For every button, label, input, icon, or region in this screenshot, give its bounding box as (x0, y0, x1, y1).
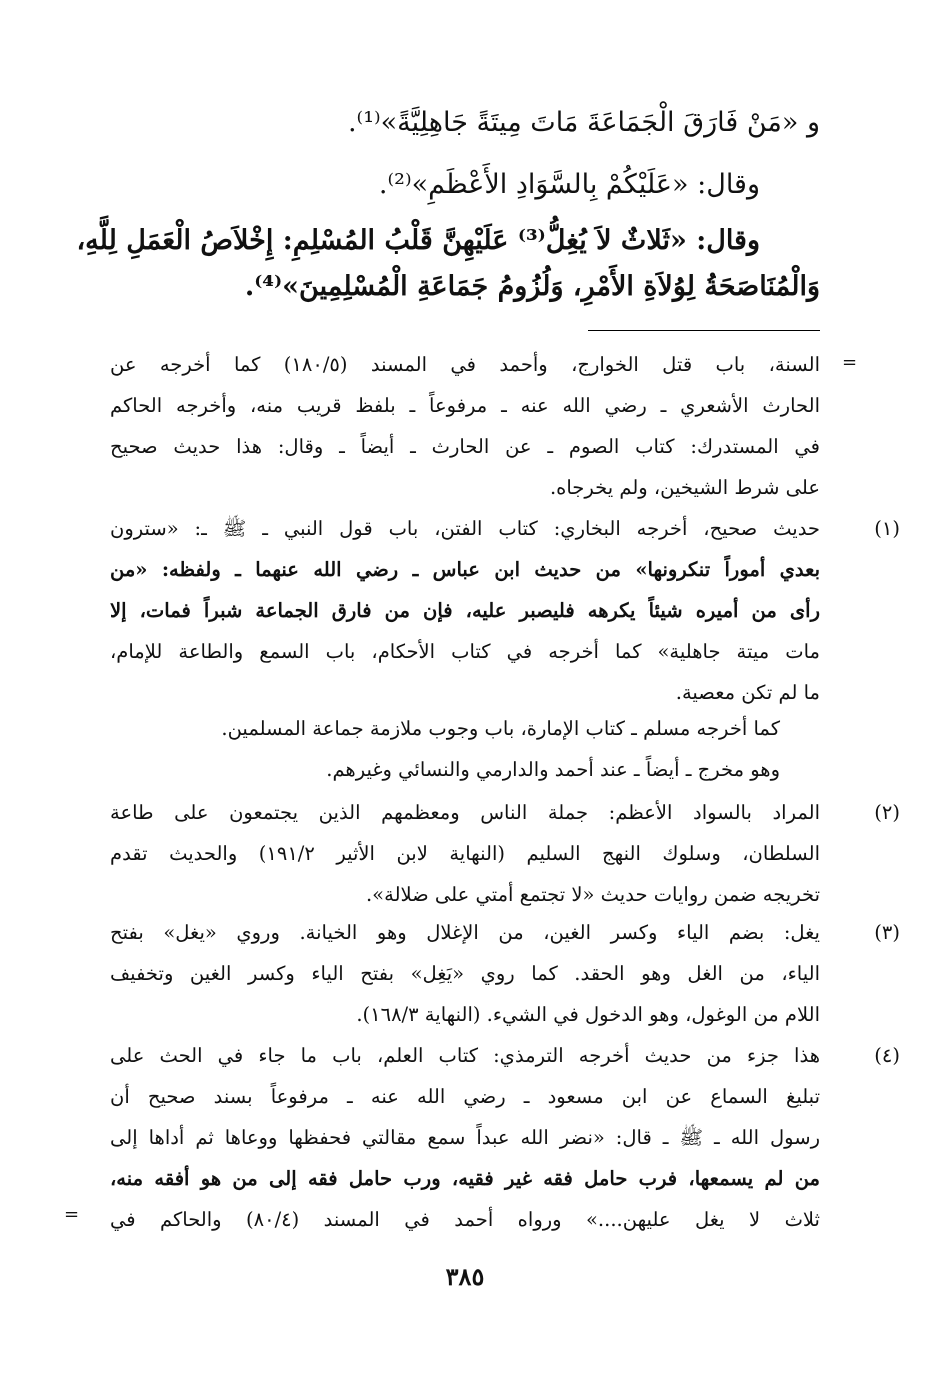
footnote-continuation (110, 344, 820, 508)
footnote-line: من لم يسمعها، فرب حامل فقه غير فقيه، ورب حامل فقه إلى من هو أفقه منه، (110, 1167, 820, 1190)
footnote-number: (٤) (874, 1044, 900, 1067)
hadith-line: وقال: «عَلَيْكُمْ بِالسَّوَادِ الأَعْظَمِ»⁽²⁾. (378, 169, 760, 200)
page-number: ٣٨٥ (445, 1262, 485, 1291)
main-text-line-2 (40, 162, 760, 208)
footnote-line: تبليغ السماع عن ابن مسعود ـ رضي الله عنه ـ مرفوعاً بسند صحيح أن (110, 1085, 820, 1108)
footnote-line: بعدي أموراً تنكرونها» من حديث ابن عباس ـ رضي الله عنهما ـ ولفظه: «من (110, 558, 820, 581)
footnote-line: في المستدرك: كتاب الصوم ـ عن الحارث ـ أيضاً ـ وقال: هذا حديث صحيح (110, 435, 820, 458)
hadith-line: و «مَنْ فَارَقَ الْجَمَاعَةَ مَاتَ مِيتَةً جَاهِلِيَّةً»⁽¹⁾. (347, 107, 820, 138)
footnote-line: حديث صحيح، أخرجه البخاري: كتاب الفتن، باب قول النبي ـ ﷺ ـ: «سترون (110, 517, 820, 540)
footnote-line: كما أخرجه مسلم ـ كتاب الإمارة، باب وجوب ملازمة جماعة المسلمين. (221, 717, 780, 740)
footnote-line: يغل: بضم الياء وكسر الغين، من الإغلال وهو الخيانة. وروي «يغل» بفتح (110, 921, 820, 944)
footnote-number: (٢) (874, 801, 900, 824)
footnote-line: رسول الله ـ ﷺ ـ قال: «نضر الله عبداً سمع مقالتي فحفظها ووعاها ثم أداها إلى (110, 1126, 820, 1149)
continuation-marker: = (842, 352, 858, 373)
footnote-line: على شرط الشيخين، ولم يخرجاه. (549, 476, 820, 499)
footnote-number: (٣) (874, 921, 900, 944)
footnote-line: اللام من الوغول، وهو الدخول في الشيء. (النهاية ١٦٨/٣). (356, 1003, 820, 1026)
footnote-line: تخريجه ضمن روايات حديث «لا تجتمع أمتي على ضلالة». (365, 883, 820, 906)
footnote-3 (110, 912, 900, 1035)
footnote-line: الحارث الأشعري ـ رضي الله عنه ـ مرفوعاً ـ بلفظ قريب منه، وأخرجه الحاكم (110, 394, 820, 417)
footnote-line: المراد بالسواد الأعظم: جملة الناس ومعظمهم الذين يجتمعون على طاعة (110, 801, 820, 824)
hadith-line: وقال: «ثَلاثٌ لاَ يُغِلُّ⁽³⁾ عَلَيْهِنَّ قَلْبُ المُسْلِمِ: إِخْلاَصُ الْعَمَلِ لِلَّهِ، (76, 225, 760, 256)
footnote-line: وهو مخرج ـ أيضاً ـ عند أحمد والدارمي والنسائي وغيرهم. (326, 758, 780, 781)
footnote-number: (١) (874, 517, 900, 540)
main-text-line-3 (76, 218, 820, 310)
hadith-line: وَالْمُنَاصَحَةُ لِوُلاَةِ الأَمْرِ، وَلُزُومُ جَمَاعَةِ الْمُسْلِمِينَ»⁽⁴⁾. (244, 271, 820, 302)
footnote-1 (110, 508, 900, 713)
footnote-line: ما لم تكن معصية. (675, 681, 820, 704)
footnote-line: ثلاث لا يغل عليهن....» ورواه أحمد في المسند (٨٠/٤) والحاكم في (110, 1208, 820, 1231)
footnote-4 (110, 1035, 900, 1240)
continuation-marker: = (64, 1204, 80, 1225)
footnote-1-extra (110, 708, 820, 790)
footnote-line: رأى من أميره شيئاً يكرهه فليصبر عليه، فإن من فارق الجماعة شبراً فمات، إلا (110, 599, 820, 622)
footnote-line: مات ميتة جاهلية» كما أخرجه في كتاب الأحكام، باب السمع والطاعة للإمام، (110, 640, 820, 663)
footnote-line: الياء، من الغل وهو الحقد. كما روي «يَغِل» بفتح الياء وكسر الغين وتخفيف (110, 962, 820, 985)
footnote-separator (588, 330, 820, 331)
main-text-line-1 (100, 100, 820, 146)
footnote-2 (110, 792, 900, 915)
footnote-line: السلطان، وسلوك النهج السليم (النهاية لابن الأثير ١٩١/٢) والحديث تقدم (110, 842, 820, 865)
footnote-line: هذا جزء من حديث أخرجه الترمذي: كتاب العلم، باب ما جاء في الحث على (110, 1044, 820, 1067)
footnote-line: السنة، باب قتل الخوارج، وأحمد في المسند (١٨٠/٥) كما أخرجه عن (110, 353, 820, 376)
